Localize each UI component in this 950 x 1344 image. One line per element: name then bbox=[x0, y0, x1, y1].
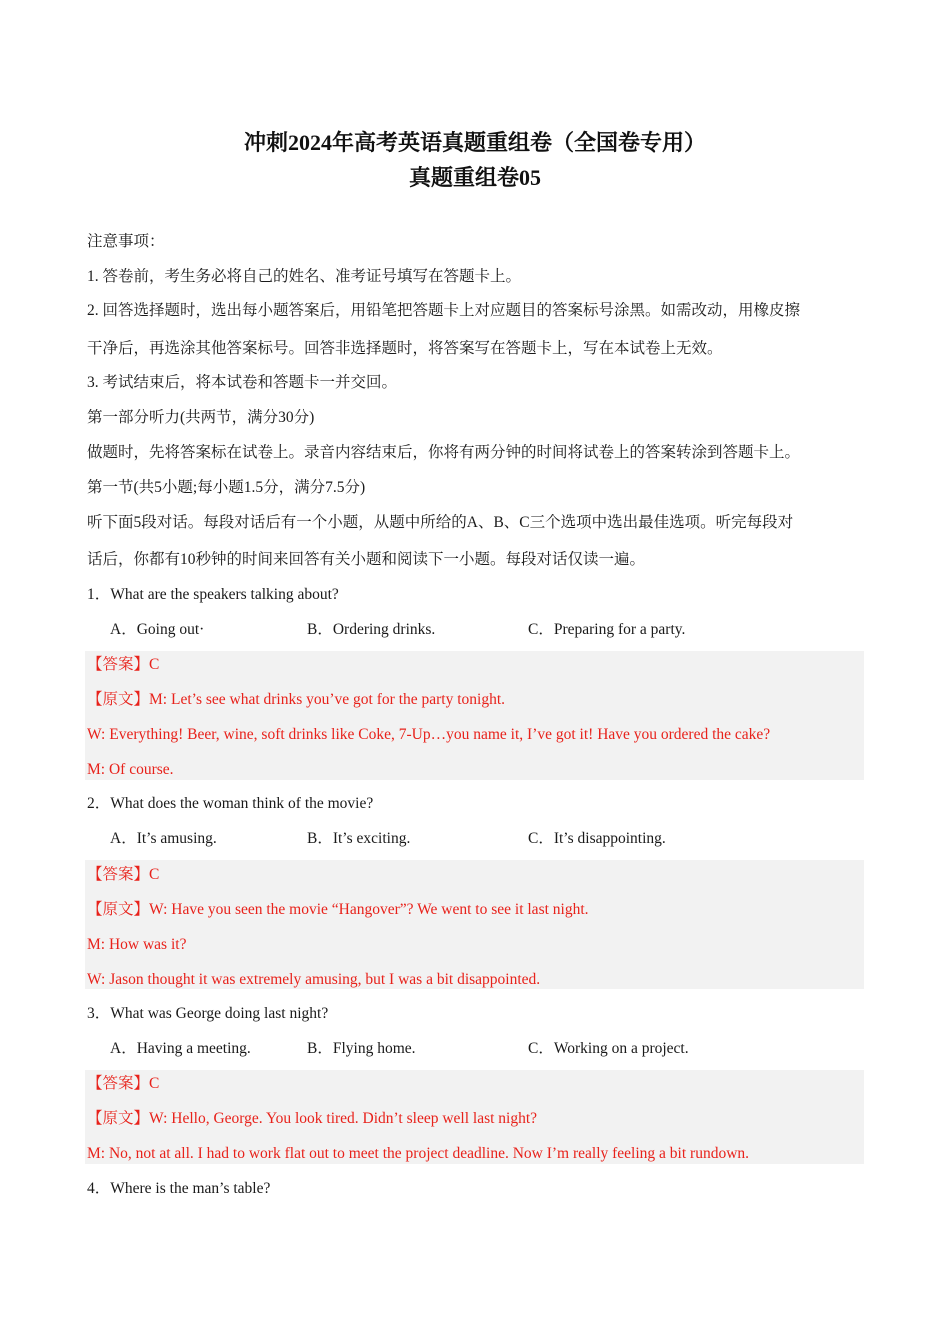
question-2-transcript-line-1 bbox=[87, 900, 867, 920]
instructions-heading: 注意事项： bbox=[87, 233, 165, 250]
question-3-option-a: A．Having a meeting. bbox=[110, 1040, 251, 1057]
instruction-item-3: 3. 考试结束后，将本试卷和答题卡一并交回。 bbox=[87, 374, 398, 391]
transcript-text: W: Have you seen the movie “Hangover”? We went to see it last night. bbox=[149, 901, 589, 918]
question-1-transcript-line-3: M: Of course. bbox=[87, 761, 174, 778]
page-title: 冲刺2024年高考英语真题重组卷（全国卷专用） bbox=[243, 130, 706, 155]
question-2-option-c: C．It’s disappointing. bbox=[528, 830, 666, 847]
section1-description-line-2: 话后，你都有10秒钟的时间来回答有关小题和阅读下一小题。每段对话仅读一遍。 bbox=[87, 551, 646, 568]
instruction-item-2-line-2: 干净后，再选涂其他答案标号。回答非选择题时，将答案写在答题卡上，写在本试卷上无效。 bbox=[87, 340, 723, 357]
question-3-option-b: B．Flying home. bbox=[307, 1040, 416, 1057]
section1-heading: 第一节(共5小题;每小题1.5分，满分7.5分) bbox=[87, 479, 366, 496]
question-1-transcript-line-1 bbox=[87, 690, 867, 710]
question-1-option-a: A．Going out· bbox=[110, 621, 205, 638]
question-1-option-c: C．Preparing for a party. bbox=[528, 621, 686, 638]
section1-description-line-1: 听下面5段对话。每段对话后有一个小题，从题中所给的A、B、C三个选项中选出最佳选项。听完每段对 bbox=[87, 514, 794, 531]
instruction-item-2-line-1: 2. 回答选择题时，选出每小题答案后，用铅笔把答题卡上对应题目的答案标号涂黑。如需改动，用橡皮擦 bbox=[87, 302, 801, 319]
page-subtitle: 真题重组卷05 bbox=[408, 165, 541, 190]
question-2-stem: 2．What does the woman think of the movie? bbox=[87, 795, 374, 812]
question-1-stem: 1．What are the speakers talking about? bbox=[87, 586, 339, 603]
instruction-item-1: 1. 答卷前，考生务必将自己的姓名、准考证号填写在答题卡上。 bbox=[87, 268, 522, 285]
question-3-transcript-line-1 bbox=[87, 1109, 867, 1129]
question-2-transcript-line-2: M: How was it? bbox=[87, 936, 187, 953]
question-1-transcript-line-2: W: Everything! Beer, wine, soft drinks like Coke, 7-Up…you name it, I’ve got it! Have you ordered the cake? bbox=[87, 726, 771, 743]
question-1-answer: 【答案】C bbox=[87, 656, 160, 673]
transcript-tag: 【原文】 bbox=[87, 1110, 150, 1127]
question-3-answer: 【答案】C bbox=[87, 1075, 160, 1092]
question-2-option-b: B．It’s exciting. bbox=[307, 830, 411, 847]
question-3-transcript-line-2: M: No, not at all. I had to work flat out to meet the project deadline. Now I’m really feeling a bit rundown. bbox=[87, 1145, 750, 1162]
question-2-transcript-line-3: W: Jason thought it was extremely amusing, but I was a bit disappointed. bbox=[87, 971, 541, 988]
part1-description: 做题时，先将答案标在试卷上。录音内容结束后，你将有两分钟的时间将试卷上的答案转涂到答题卡上。 bbox=[87, 444, 801, 461]
question-1-option-b: B．Ordering drinks. bbox=[307, 621, 436, 638]
transcript-text: W: Hello, George. You look tired. Didn’t sleep well last night? bbox=[149, 1110, 538, 1127]
question-3-option-c: C．Working on a project. bbox=[528, 1040, 689, 1057]
transcript-tag: 【原文】 bbox=[87, 691, 150, 708]
transcript-text: M: Let’s see what drinks you’ve got for the party tonight. bbox=[149, 691, 506, 708]
transcript-tag: 【原文】 bbox=[87, 901, 150, 918]
part1-heading: 第一部分听力(共两节，满分30分) bbox=[87, 409, 315, 426]
question-4-stem: 4．Where is the man’s table? bbox=[87, 1180, 271, 1197]
question-2-answer: 【答案】C bbox=[87, 866, 160, 883]
question-3-stem: 3．What was George doing last night? bbox=[87, 1005, 329, 1022]
question-2-option-a: A．It’s amusing. bbox=[110, 830, 217, 847]
